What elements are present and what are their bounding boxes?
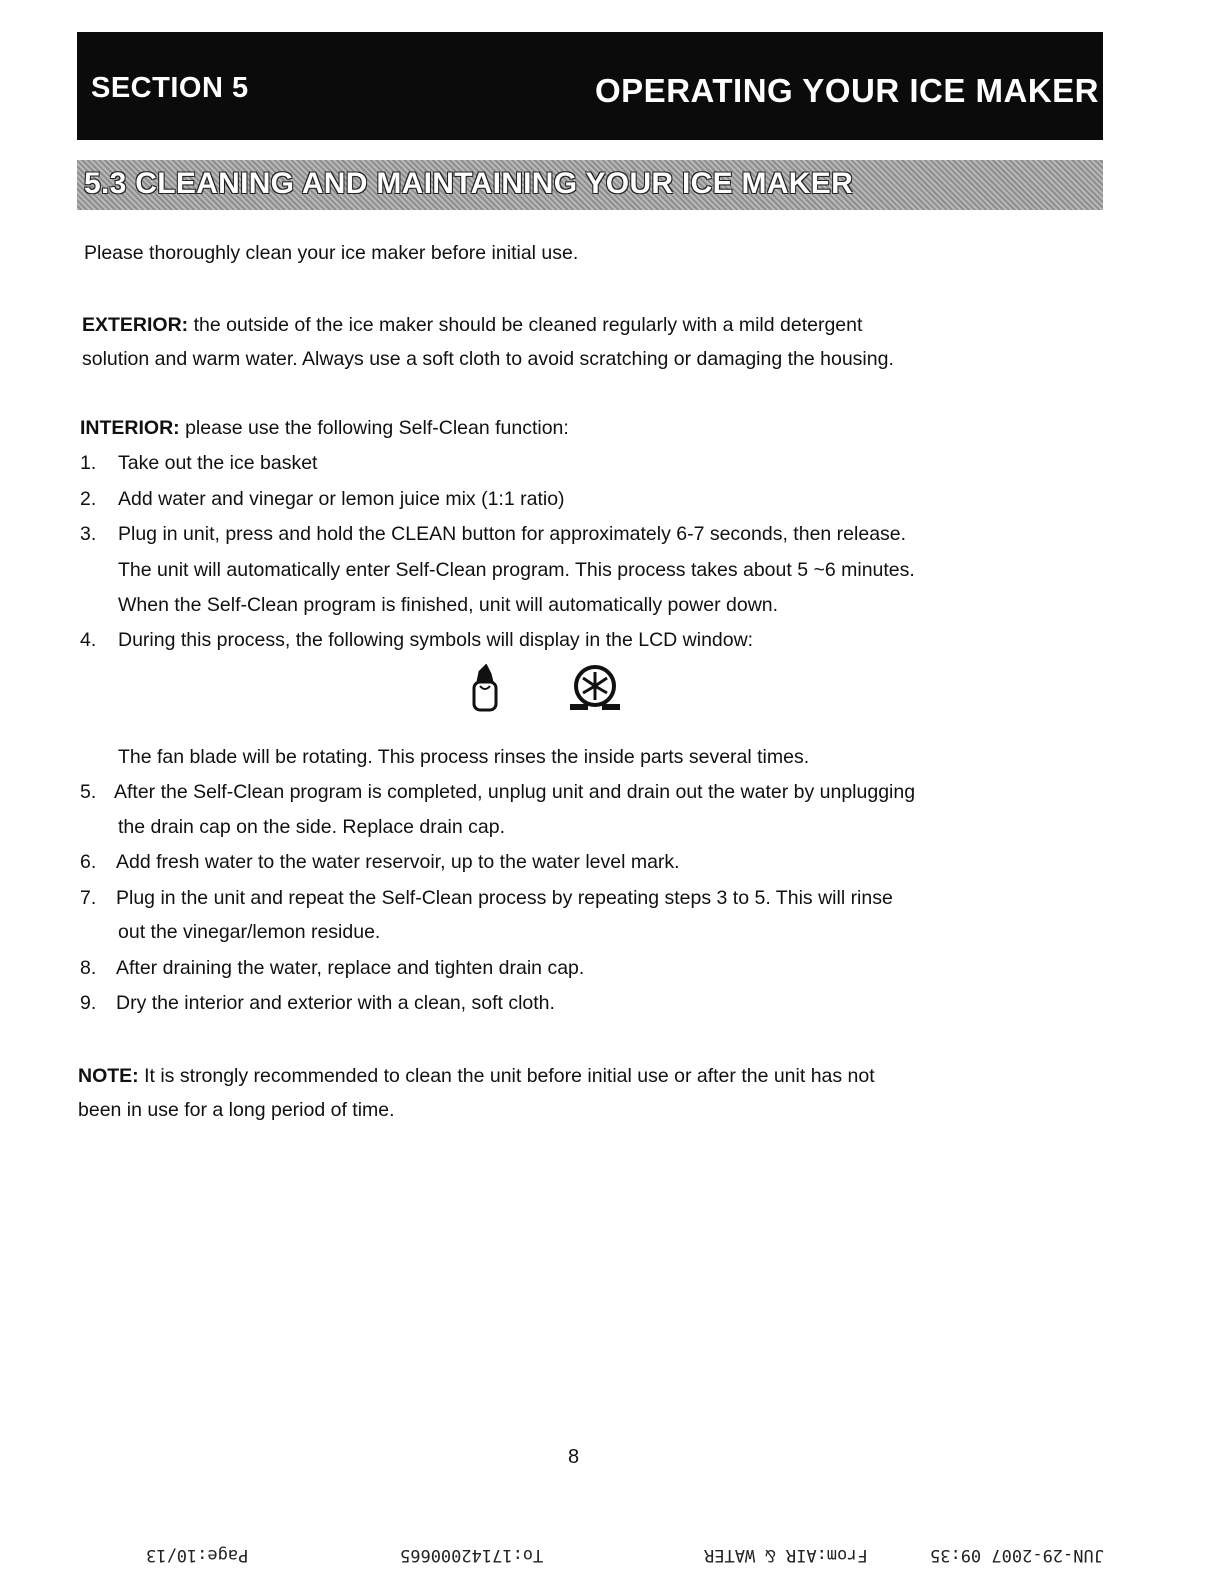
section-header [77,32,1103,140]
exterior-label: EXTERIOR: [82,314,189,336]
step-5-line-2: the drain cap on the side. Replace drain cap. [118,816,506,838]
step-1-text: Take out the ice basket [118,452,318,474]
section-label: SECTION 5 [91,72,249,104]
fan-icon [570,667,620,710]
step-number: 8. [80,957,97,979]
exterior-line-2: solution and warm water. Always use a soft cloth to avoid scratching or damaging the housing. [82,348,894,370]
step-number: 6. [80,851,97,873]
section-title: OPERATING YOUR ICE MAKER [595,72,1099,109]
step-number: 5. [80,781,97,803]
fax-page: Page:10/13 [146,1545,249,1565]
step-4-text: During this process, the following symbols will display in the LCD window: [118,629,754,651]
exterior-line-1: EXTERIOR: the outside of the ice maker should be cleaned regularly with a mild detergent [82,314,863,336]
fax-date: JUN-29-2007 09:35 [930,1545,1104,1565]
step-number: 7. [80,887,97,909]
step-number: 3. [80,523,97,545]
page-number: 8 [568,1446,580,1468]
note-line-2: been in use for a long period of time. [78,1099,395,1121]
step-number: 9. [80,992,97,1014]
step-3-line-3: When the Self-Clean program is finished, unit will automatically power down. [118,594,779,616]
step-8-text: After draining the water, replace and tighten drain cap. [116,957,585,979]
step-number: 1. [80,452,97,474]
subsection-title: 5.3 CLEANING AND MAINTAINING YOUR ICE MAKER [84,167,854,200]
lcd-symbols [462,664,642,712]
subsection-heading [77,160,1103,210]
step-7-line-2: out the vinegar/lemon residue. [118,921,381,943]
step-6-text: Add fresh water to the water reservoir, up to the water level mark. [116,851,680,873]
clean-cup-icon [474,666,496,710]
fax-from: From:AIR & WATER [704,1545,868,1565]
step-2-text: Add water and vinegar or lemon juice mix (1:1 ratio) [118,488,565,510]
note-label: NOTE: [78,1065,139,1087]
fan-note: The fan blade will be rotating. This process rinses the inside parts several times. [118,746,810,768]
step-5-line-1: After the Self-Clean program is completed, unplug unit and drain out the water by unplugging [114,781,916,803]
interior-line: INTERIOR: please use the following Self-Clean function: [80,417,569,439]
step-number: 2. [80,488,97,510]
step-3-line-1: Plug in unit, press and hold the CLEAN button for approximately 6-7 seconds, then release. [118,523,907,545]
step-3-line-2: The unit will automatically enter Self-Clean program. This process takes about 5 ~6 minutes. [118,559,915,581]
step-7-line-1: Plug in the unit and repeat the Self-Clean process by repeating steps 3 to 5. This will rinse [116,887,893,909]
step-number: 4. [80,629,97,651]
note-line-1: NOTE: It is strongly recommended to clean the unit before initial use or after the unit has not [78,1065,875,1087]
intro-text: Please thoroughly clean your ice maker before initial use. [84,242,579,264]
interior-label: INTERIOR: [80,417,180,439]
step-9-text: Dry the interior and exterior with a clean, soft cloth. [116,992,555,1014]
fax-to: To:17142000665 [400,1545,544,1565]
